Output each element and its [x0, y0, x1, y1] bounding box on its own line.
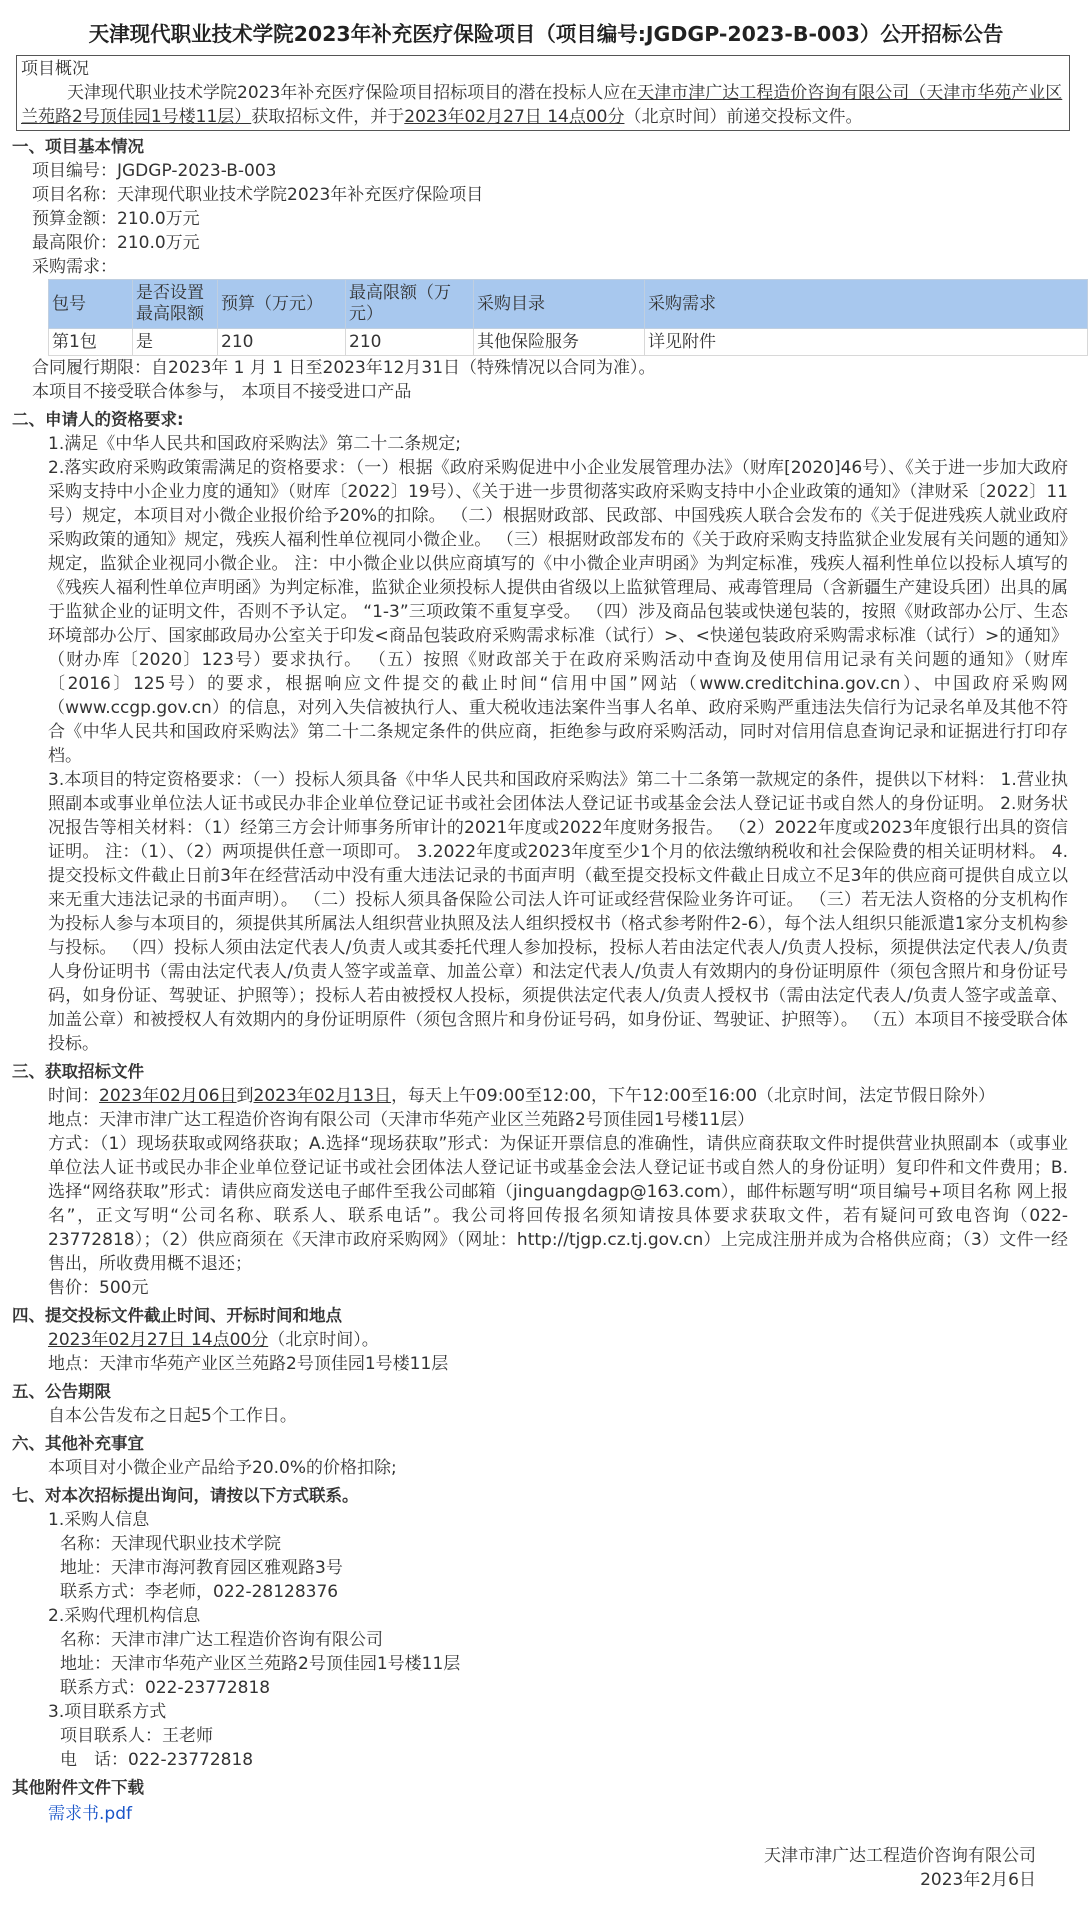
section-heading-5: 五、公告期限 — [12, 1382, 111, 1401]
agent-contact: 联系方式：022-23772818 — [60, 1678, 271, 1698]
project-number: 项目编号：JGDGP-2023-B-003 — [32, 161, 277, 181]
submission-deadline: 2023年02月27日 14点00分（北京时间）。 — [48, 1330, 379, 1350]
qualification-2: 2.落实政府采购政策需满足的资格要求：（一）根据《政府采购促进中小企业发展管理办法》（财库[2020]46号）、《关于进一步加大政府采购支持中小企业力度的通知》（财库〔2022〕19号）、《关于进一步贯彻落实政府采购支持中小企业政策的通知》（津财采〔2022〕11号）规定，本项目对小微企业报价给予20%的扣除。 （二）根据财政部、民政部、中国残疾人联合会发布的《关于促进残疾人就业政府采购政策的通知》规定，残疾人福利性单位视同小微企业。 （三）根据财政部发布的《关于政府采购支持监狱企业发展有关问题的通知》规定，监狱企业视同小微企业。 注：中小微企业以供应商填写的《中小微企业声明函》为判定标准，残疾人福利性单位以投标人填写的《残疾人福利性单位声明函》为判定标准，监狱企业须投标人提供由省级以上监狱管理局、戒毒管理局（含新疆生产建设兵团）出具的属于监狱企业的证明文件，否则不予认定。 “1-3”三项政策不重复享受。 （四）涉及商品包装或快递包装的，按照《财政部办公厅、生态环境部办公厅、国家邮政局办公室关于印发<商品包装政府采购需求标准（试行）>、<快递包装政府采购需求标准（试行）>的通知》（财办库〔2020〕123号）要求执行。 （五）按照《财政部关于在政府采购活动中查询及使用信用记录有关问题的通知》（财库〔2016〕125号）的要求，根据响应文件提交的截止时间“信用中国”网站（www.creditchina.gov.cn）、中国政府采购网（www.ccgp.gov.cn）的信息，对列入失信被执行人、重大税收违法案件当事人名单、政府采购严重违法失信行为记录名单及其他不符合《中华人民共和国政府采购法》第二十二条规定条件的供应商，拒绝参与政府采购活动，同时对信用信息查询记录和证据进行打印存档。 — [48, 458, 1068, 766]
signature-org: 天津市津广达工程造价咨询有限公司 — [764, 1846, 1036, 1866]
overview-label: 项目概况 — [21, 59, 89, 79]
attachments-heading: 其他附件文件下载 — [12, 1778, 144, 1797]
table-cell: 详见附件 — [645, 329, 1088, 356]
column-header: 是否设置最高限额 — [133, 280, 218, 329]
table-cell: 第1包 — [49, 329, 133, 356]
agent-heading: 2.采购代理机构信息 — [48, 1606, 201, 1626]
supplementary-note: 本项目对小微企业产品给予20.0%的价格扣除; — [48, 1458, 397, 1478]
notice-period: 自本公告发布之日起5个工作日。 — [48, 1406, 297, 1426]
buyer-heading: 1.采购人信息 — [48, 1510, 150, 1530]
qualification-1: 1.满足《中华人民共和国政府采购法》第二十二条规定; — [48, 434, 461, 454]
project-name: 项目名称：天津现代职业技术学院2023年补充医疗保险项目 — [32, 185, 484, 205]
agent-name: 名称：天津市津广达工程造价咨询有限公司 — [60, 1630, 383, 1650]
document-price: 售价：500元 — [48, 1278, 149, 1298]
qualification-3: 3.本项目的特定资格要求：（一）投标人须具备《中华人民共和国政府采购法》第二十二条第一款规定的条件，提供以下材料： 1.营业执照副本或事业单位法人证书或民办非企业单位登记证书或社会团体法人登记证书或基金会法人登记证书或自然人的身份证明。 2.财务状况报告等相关材料：（1）经第三方会计师事务所审计的2021年度或2022年度财务报告。 （2）2022年度或2023年度银行出具的资信证明。 注：（1）、（2）两项提供任意一项即可。 3.2022年度或2023年度至少1个月的依法缴纳税收和社会保险费的相关证明材料。 4.提交投标文件截止日前3年在经营活动中没有重大违法记录的书面声明（截至提交投标文件截止日成立不足3年的供应商可提供自成立以来无重大违法记录的书面声明）。 （二）投标人须具备保险公司法人许可证或经营保险业务许可证。 （三）若无法人资格的分支机构作为投标人参与本项目的，须提供其所属法人组织营业执照及法人组织授权书（格式参考附件2-6），每个法人组织只能派遣1家分支机构参与投标。 （四）投标人须由法定代表人/负责人或其委托代理人参加投标，投标人若由法定代表人/负责人投标，须提供法定代表人/负责人身份证明书（需由法定代表人/负责人签字或盖章、加盖公章）和法定代表人/负责人有效期内的身份证明原件（须包含照片和身份证号码，如身份证、驾驶证、护照等）；投标人若由被授权人投标，须提供法定代表人/负责人授权书（需由法定代表人/负责人签字或盖章、加盖公章）和被授权人有效期内的身份证明原件（须包含照片和身份证号码，如身份证、驾驶证、护照等）。 （五）本项目不接受联合体投标。 — [48, 770, 1068, 1054]
buyer-address: 地址：天津市海河教育园区雅观路3号 — [60, 1558, 343, 1578]
max-price: 最高限价：210.0万元 — [32, 233, 200, 253]
section-heading-1: 一、项目基本情况 — [12, 137, 144, 156]
overview-box — [16, 55, 1070, 131]
section-heading-2: 二、申请人的资格要求: — [12, 410, 184, 429]
section-heading-3: 三、获取招标文件 — [12, 1062, 144, 1081]
obtain-place: 地点：天津市津广达工程造价咨询有限公司（天津市华苑产业区兰苑路2号顶佳园1号楼11层） — [48, 1110, 755, 1130]
no-consortium-note: 本项目不接受联合体参与， 本项目不接受进口产品 — [32, 382, 412, 402]
table-cell: 210 — [218, 329, 346, 356]
column-header: 采购需求 — [645, 280, 1088, 329]
section-heading-4: 四、提交投标文件截止时间、开标时间和地点 — [12, 1306, 342, 1325]
overview-location: 天津市津广达工程造价咨询有限公司（天津市华苑产业区兰苑路2号顶佳园1号楼11层） — [21, 83, 1063, 127]
attachment-link[interactable]: 需求书.pdf — [48, 1804, 132, 1824]
section-heading-6: 六、其他补充事宜 — [12, 1434, 144, 1453]
budget-amount: 预算金额：210.0万元 — [32, 209, 200, 229]
table-cell: 其他保险服务 — [474, 329, 645, 356]
section-heading-7: 七、对本次招标提出询问，请按以下方式联系。 — [12, 1486, 359, 1505]
buyer-contact: 联系方式：李老师，022-28128376 — [60, 1582, 339, 1602]
column-header: 最高限额（万元） — [346, 280, 474, 329]
obtain-time: 时间：2023年02月06日到2023年02月13日，每天上午09:00至12:00，下午12:00至16:00（北京时间，法定节假日除外） — [48, 1086, 996, 1106]
overview-deadline: 2023年02月27日 14点00分 — [404, 107, 625, 127]
contract-period: 合同履行期限：自2023年 1 月 1 日至2023年12月31日（特殊情况以合同为准）。 — [32, 358, 656, 378]
column-header: 预算（万元） — [218, 280, 346, 329]
obtain-start-date: 2023年02月06日 — [99, 1086, 237, 1106]
obtain-method: 方式：（1）现场获取或网络获取；A.选择“现场获取”形式：为保证开票信息的准确性，请供应商获取文件时提供营业执照副本（或事业单位法人证书或民办非企业单位登记证书或社会团体法人登记证书或基金会法人登记证书或自然人的身份证明）复印件和文件费用；B.选择“网络获取”形式：请供应商发送电子邮件至我公司邮箱（jinguangdagp@163.com），邮件标题写明“项目编号+项目名称 网上报名”，正文写明“公司名称、联系人、联系电话”。我公司将回传报名须知请按具体要求获取文件，若有疑问可致电咨询（022-23772818）；（2）供应商须在《天津市政府采购网》（网址：http://tjgp.cz.tj.gov.cn）上完成注册并成为合格供应商；（3）文件一经售出，所收费用概不退还； — [48, 1134, 1068, 1274]
table-cell: 是 — [133, 329, 218, 356]
opening-place: 地点：天津市华苑产业区兰苑路2号顶佳园1号楼11层 — [48, 1354, 449, 1374]
table-header-row — [49, 280, 1088, 329]
buyer-name: 名称：天津现代职业技术学院 — [60, 1534, 281, 1554]
project-contact-phone: 电 话：022-23772818 — [60, 1750, 254, 1770]
overview-text: 天津现代职业技术学院2023年补充医疗保险项目招标项目的潜在投标人应在天津市津广达工程造价咨询有限公司（天津市华苑产业区兰苑路2号顶佳园1号楼11层）获取招标文件，并于2023年02月27日 14点00分（北京时间）前递交投标文件。 — [21, 83, 1063, 127]
obtain-end-date: 2023年02月13日 — [253, 1086, 392, 1106]
column-header: 采购目录 — [474, 280, 645, 329]
table-row — [49, 329, 1088, 356]
page-title: 天津现代职业技术学院2023年补充医疗保险项目（项目编号:JGDGP-2023-B-003）公开招标公告 — [88, 22, 1004, 46]
project-contact-heading: 3.项目联系方式 — [48, 1702, 167, 1722]
agent-address: 地址：天津市华苑产业区兰苑路2号顶佳园1号楼11层 — [60, 1654, 461, 1674]
demand-label: 采购需求： — [32, 257, 117, 277]
project-contact-person: 项目联系人：王老师 — [60, 1726, 213, 1746]
signature-date: 2023年2月6日 — [920, 1870, 1036, 1890]
column-header: 包号 — [49, 280, 133, 329]
package-table — [48, 279, 1088, 356]
table-cell: 210 — [346, 329, 474, 356]
